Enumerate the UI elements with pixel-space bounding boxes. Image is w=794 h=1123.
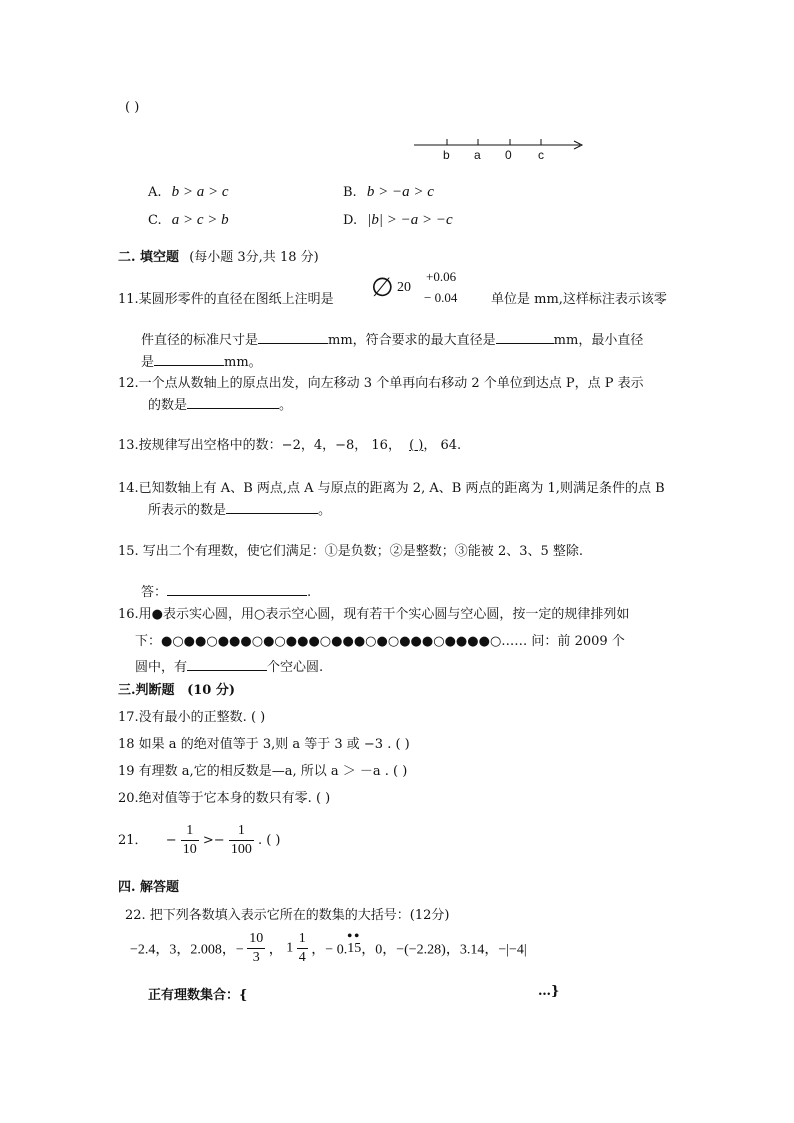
q22-sep: ，	[268, 942, 283, 958]
q11-upper-tolerance: +0.06	[426, 269, 457, 284]
option-d[interactable]	[343, 212, 453, 229]
q22-frac2-den: 4	[298, 950, 306, 965]
q11-suffix: 单位是 mm,这样标注表示该零	[491, 292, 667, 307]
q13-text: 13.按规律写出空格中的数：−2，4，−8， 16，	[118, 438, 401, 453]
q15-answer-label: 答：	[141, 585, 168, 600]
q22-set-label: 正有理数集合：{	[148, 988, 248, 1003]
q11-nominal: 20	[397, 280, 411, 295]
option-a-expr: b > a > c	[171, 184, 229, 200]
q13-blank-paren[interactable]: ( )	[409, 438, 424, 453]
q19[interactable]: 19 有理数 a,它的相反数是—a, 所以 a ＞ －a . ( )	[118, 764, 408, 779]
label-zero: 0	[505, 148, 512, 162]
q11-prefix: 11.某圆形零件的直径在图纸上注明是	[118, 292, 334, 307]
q15-answer	[141, 581, 311, 600]
section4-title: 四. 解答题	[118, 880, 180, 895]
q12-line2b: 。	[279, 398, 293, 413]
q16-line3a: 圆中，有	[135, 660, 188, 675]
q12-blank[interactable]	[187, 394, 279, 409]
q15-answer-end: .	[307, 585, 312, 600]
section2-title: 二. 填空题	[118, 250, 180, 265]
q12-line1: 12.一个点从数轴上的原点出发，向左移动 3 个单再向右移动 2 个单位到达点 P，点 P 表示	[118, 376, 644, 391]
section2-heading	[118, 246, 319, 265]
number-line	[412, 132, 592, 162]
q11-line2	[141, 329, 643, 348]
q22-frac2-num: 1	[297, 930, 308, 949]
q15-line1: 15. 写出二个有理数，使它们满足：①是负数；②是整数；③能被 2、3、5 整除.	[118, 544, 584, 559]
option-c-expr: a > c > b	[171, 212, 229, 228]
q15-blank[interactable]	[167, 581, 307, 596]
option-a-letter: A.	[148, 185, 162, 200]
q21-frac2	[229, 822, 254, 859]
q14-line1: 14.已知数轴上有 A、B 两点,点 A 与原点的距离为 2, A、B 两点的距离为 1,则满足条件的点 B	[118, 481, 665, 496]
q22-numbers-part3: ，0，−(−2.28)，3.14，−|−4|	[361, 942, 527, 958]
section3-heading	[118, 679, 235, 698]
q22-frac1-num: 10	[247, 930, 265, 949]
q14-blank[interactable]	[226, 499, 318, 514]
q22-numbers	[130, 930, 527, 967]
q11-line3b: mm。	[224, 355, 262, 370]
option-c[interactable]	[148, 212, 229, 229]
q22-repeating-decimal	[347, 928, 362, 957]
q11-lower-tolerance: − 0.04	[424, 290, 458, 305]
q16-line1: 16.用●表示实心圆，用○表示空心圆，现有若干个实心圆与空心圆，按一定的规律排列如	[118, 607, 630, 622]
q17[interactable]: 17.没有最小的正整数. ( )	[118, 710, 266, 725]
q22-frac-10-3	[247, 930, 265, 967]
label-b: b	[443, 148, 450, 162]
q12-line2a: 的数是	[148, 398, 188, 413]
q22-repeat-digits: 15	[347, 940, 362, 956]
q13	[118, 434, 461, 453]
q22-title: 22. 把下列各数填入表示它所在的数集的大括号：(12分)	[125, 908, 450, 923]
q11-line2a: 件直径的标准尺寸是	[141, 333, 259, 348]
q21-frac1	[181, 822, 199, 859]
option-c-letter: C.	[148, 213, 162, 228]
label-c: c	[538, 148, 544, 162]
q11-line3a: 是	[141, 355, 155, 370]
q11-line2b: mm，符合要求的最大直径是	[328, 333, 496, 348]
option-b-letter: B.	[343, 185, 357, 200]
option-d-letter: D.	[343, 213, 358, 228]
q21[interactable]: 21． − $\frac{1}{10}$ >− $\frac{1}{100}$ . ( )	[118, 823, 281, 857]
q11-blank-standard[interactable]	[258, 329, 328, 344]
q21-frac2-num: 1	[229, 822, 254, 841]
q13-tail: ， 64.	[423, 438, 462, 453]
q21-tail: . ( )	[257, 833, 281, 848]
q20[interactable]: 20.绝对值等于它本身的数只有零. ( )	[118, 791, 331, 806]
q22-mixed-whole: 1	[286, 940, 294, 956]
option-b[interactable]	[343, 184, 434, 201]
q21-frac1-den: 10	[182, 842, 197, 857]
q22-frac1-den: 3	[252, 950, 260, 965]
q11-line2c: mm，最小直径	[553, 333, 644, 348]
q16-line2: 下：●○●●○●●●○●○●●●○●●●○●○●●●○●●●●○…… 问：前 2009 个	[135, 634, 625, 649]
label-a: a	[474, 148, 481, 162]
repeating-dots-icon: ••	[347, 928, 362, 944]
section3-note: (10 分)	[187, 683, 235, 698]
q16-line3b: 个空心圆.	[267, 660, 324, 675]
q22-numbers-part1: −2.4，3，2.008，−	[130, 942, 244, 958]
q22-numbers-part2: ，− 0.	[311, 942, 348, 958]
q22-set-end: …}	[538, 984, 560, 999]
q14-line2b: 。	[318, 503, 332, 518]
q16-blank[interactable]	[187, 656, 267, 671]
option-d-expr: |b| > −a > −c	[367, 212, 453, 228]
q11-blank-max[interactable]	[496, 329, 554, 344]
q22-frac-1-4	[297, 930, 308, 967]
q18[interactable]: 18 如果 a 的绝对值等于 3,则 a 等于 3 或 −3 . ( )	[118, 737, 410, 752]
section3-title: 三.判断题	[118, 683, 175, 698]
q22-set-input-area[interactable]	[262, 984, 532, 1000]
q10-answer-paren[interactable]: ( )	[125, 100, 140, 115]
diameter-symbol: ∅	[371, 273, 394, 303]
q21-frac2-den: 100	[230, 842, 252, 857]
q12-line2	[148, 394, 292, 413]
q21-number: 21．	[118, 833, 148, 848]
q14-line2	[148, 499, 331, 518]
q21-frac1-num: 1	[181, 822, 199, 841]
q11-blank-min[interactable]	[154, 351, 224, 366]
q14-line2a: 所表示的数是	[148, 503, 227, 518]
q16-line3	[135, 656, 323, 675]
q11-line3	[141, 351, 262, 370]
option-a[interactable]	[148, 184, 229, 201]
option-b-expr: b > −a > c	[366, 184, 434, 200]
section2-note: (每小题 3分,共 18 分)	[189, 250, 319, 265]
